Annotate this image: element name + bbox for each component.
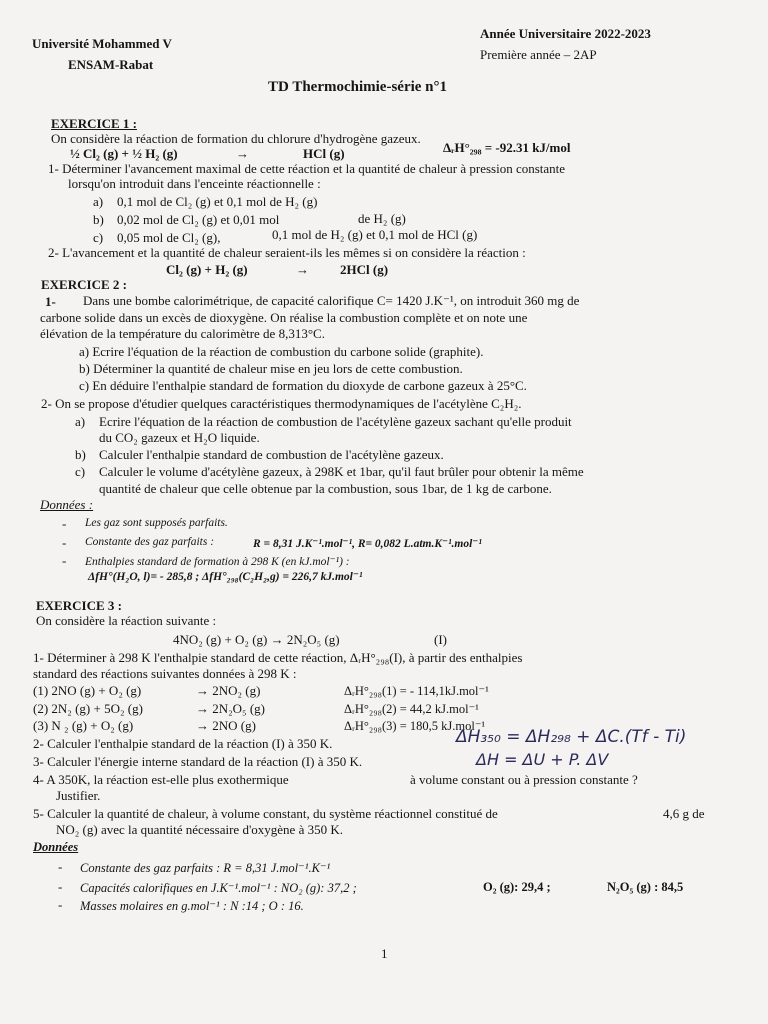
ex1-q1-c-label: c) <box>93 230 104 245</box>
ex2-q2-c-line1: Calculer le volume d'acétylène gazeux, à 298K et 1bar, qu'il faut brûler pour obtenir la même <box>99 464 584 479</box>
ex3-q1-line2: standard des réactions suivantes données à 298 K : <box>33 666 297 681</box>
ex1-eq-right: HCl (g) <box>303 146 345 161</box>
ex3-data-dash-2: - <box>58 879 63 894</box>
ex3-q5-line1-end: 4,6 g de <box>663 806 705 821</box>
ex3-reaction-1-left: (1) 2NO (g) + O₂ (g) <box>33 683 142 698</box>
ex1-q1-c-text2: 0,1 mol de H₂ (g) et 0,1 mol de HCl (g) <box>272 227 478 242</box>
ex1-q1-c-text1: 0,05 mol de Cl₂ (g), <box>117 230 221 245</box>
ex2-q1-b: b) Déterminer la quantité de chaleur mise en jeu lors de cette combustion. <box>79 361 463 376</box>
ex1-heading: EXERCICE 1 : <box>51 116 137 131</box>
ex3-q2: 2- Calculer l'enthalpie standard de la réaction (I) à 350 K. <box>33 736 333 751</box>
ex1-eq-left: ½ Cl₂ (g) + ½ H₂ (g) <box>70 146 178 161</box>
ex2-heading: EXERCICE 2 : <box>41 277 127 292</box>
ex3-q5-line2: NO₂ (g) avec la quantité nécessaire d'oxygène à 350 K. <box>56 822 343 837</box>
ex1-eq2-right: 2HCl (g) <box>340 262 389 277</box>
ex2-q1-c: c) En déduire l'enthalpie standard de formation du dioxyde de carbone gazeux à 25°C. <box>79 378 527 393</box>
page-title: TD Thermochimie-série n°1 <box>268 79 448 95</box>
ex1-q1-line2: lorsqu'on introduit dans l'enceinte réactionnelle : <box>68 176 321 191</box>
ex2-q2-c-label: c) <box>75 464 86 479</box>
ex1-q1-b-text2: de H₂ (g) <box>358 211 406 226</box>
ex2-q1-a: a) Ecrire l'équation de la réaction de combustion du carbone solide (graphite). <box>79 344 484 359</box>
ex3-equation: 4NO₂ (g) + O₂ (g) → 2N₂O₅ (g) <box>173 632 340 647</box>
ex1-intro: On considère la réaction de formation du chlorure d'hydrogène gazeux. <box>51 131 421 146</box>
ex2-data-gas-constant-label: Constante des gaz parfaits : <box>85 536 215 548</box>
academic-year: Année Universitaire 2022-2023 <box>480 26 651 41</box>
ex1-eq-enthalpy: ΔᵣH°₂₉₈ = -92.31 kJ/mol <box>443 140 571 155</box>
ex3-reaction-1-right: → 2NO₂ (g) <box>196 683 261 698</box>
ex2-data-gases: Les gaz sont supposés parfaits. <box>85 517 228 529</box>
ex2-q2-a-label: a) <box>75 414 86 429</box>
ex2-q2: 2- On se propose d'étudier quelques caractéristiques thermodynamiques de l'acétylène C₂H₂. <box>41 396 522 411</box>
ex3-q4-line1: 4- A 350K, la réaction est-elle plus exothermique <box>33 772 289 787</box>
ex3-reaction-3-left: (3) N ₂ (g) + O₂ (g) <box>33 718 134 733</box>
ex3-intro: On considère la réaction suivante : <box>36 613 217 628</box>
ex1-q1-b-label: b) <box>93 212 104 227</box>
ex3-data-heat-capacity-n2o5: N₂O₅ (g) : 84,5 <box>607 880 684 894</box>
ex2-q1-num: 1- <box>45 294 56 309</box>
ex3-heading: EXERCICE 3 : <box>36 598 122 613</box>
ex2-data-heading: Données : <box>40 497 94 512</box>
ex2-data-dash-1: - <box>62 516 67 531</box>
ex2-q2-c-line2: quantité de chaleur que celle obtenue par la combustion, sous 1bar, de 1 kg de carbone. <box>99 481 552 496</box>
ex2-q2-a-line1: Ecrire l'équation de la réaction de combustion de l'acétylène gazeux sachant qu'elle produit <box>99 414 572 429</box>
ex2-data-dash-2: - <box>62 535 67 550</box>
ex3-reaction-2-left: (2) 2N₂ (g) + 5O₂ (g) <box>33 701 143 716</box>
ex3-q5-line1: 5- Calculer la quantité de chaleur, à volume constant, du système réactionnel constitué de <box>33 806 498 821</box>
ex3-q4-line1-end: à volume constant ou à pression constante ? <box>410 772 638 787</box>
ex1-q2: 2- L'avancement et la quantité de chaleur seraient-ils les mêmes si on considère la réaction : <box>48 245 526 260</box>
ex3-reaction-2-right: → 2N₂O₅ (g) <box>196 701 265 716</box>
ex3-data-gas-constant: Constante des gaz parfaits : R = 8,31 J.mol⁻¹.K⁻¹ <box>80 861 331 875</box>
ex3-data-dash-1: - <box>58 859 63 874</box>
ex2-data-dash-3: - <box>62 553 67 568</box>
ex2-q1-line1: Dans une bombe calorimétrique, de capacité calorifique C= 1420 J.K⁻¹, on introduit 360 mg de <box>83 293 580 308</box>
ex2-q2-b: Calculer l'enthalpie standard de combustion de l'acétylène gazeux. <box>99 447 444 462</box>
ex3-reaction-3-enthalpy: ΔᵣH°₂₉₈(3) = 180,5 kJ.mol⁻¹ <box>344 719 486 733</box>
ex3-q1-line1: 1- Déterminer à 298 K l'enthalpie standard de cette réaction, ΔᵣH°₂₉₈(I), à partir des enthalpies <box>33 650 523 665</box>
ex3-reaction-1-enthalpy: ΔᵣH°₂₉₈(1) = - 114,1kJ.mol⁻¹ <box>344 684 489 698</box>
ex3-data-dash-3: - <box>58 897 63 912</box>
ex1-q1-a-text: 0,1 mol de Cl₂ (g) et 0,1 mol de H₂ (g) <box>117 194 318 209</box>
ex3-data-heading: Données <box>33 840 79 854</box>
ex2-q1-line2: carbone solide dans un excès de dioxygène. On réalise la combustion complète et on note une <box>40 310 528 325</box>
ex3-data-heat-capacity-no2: Capacités calorifiques en J.K⁻¹.mol⁻¹ : NO₂ (g): 37,2 ; <box>80 881 357 895</box>
ex3-reaction-3-right: → 2NO (g) <box>196 718 256 733</box>
ex1-q1-b-text1: 0,02 mol de Cl₂ (g) et 0,01 mol <box>117 212 280 227</box>
ex2-data-enthalpies-values: ΔfH°(H₂O, l)= - 285,8 ; ΔfH°₂₉₈(C₂H₂,g) = 226,7 kJ.mol⁻¹ <box>88 571 363 583</box>
ex3-reaction-2-enthalpy: ΔᵣH°₂₉₈(2) = 44,2 kJ.mol⁻¹ <box>344 702 479 716</box>
ex2-data-gas-constant-value: R = 8,31 J.K⁻¹.mol⁻¹, R= 0,082 L.atm.K⁻¹.mol⁻¹ <box>253 538 482 550</box>
page-number: 1 <box>381 946 388 961</box>
ex2-q2-a-line2: du CO₂ gazeux et H₂O liquide. <box>99 430 260 445</box>
ex1-eq-arrow: → <box>236 146 249 161</box>
ex1-q1-line1: 1- Déterminer l'avancement maximal de cette réaction et la quantité de chaleur à pression constante <box>48 161 566 176</box>
school-name: ENSAM-Rabat <box>68 57 154 72</box>
study-level: Première année – 2AP <box>480 47 597 62</box>
ex2-data-enthalpies-label: Enthalpies standard de formation à 298 K (en kJ.mol⁻¹) : <box>85 556 350 568</box>
university-name: Université Mohammed V <box>32 36 172 51</box>
ex3-data-molar-masses: Masses molaires en g.mol⁻¹ : N :14 ; O : 16. <box>80 899 304 913</box>
ex3-data-heat-capacity-o2: O₂ (g): 29,4 ; <box>483 880 551 894</box>
ex1-eq2-left: Cl₂ (g) + H₂ (g) <box>166 262 248 277</box>
ex1-q1-a-label: a) <box>93 194 104 209</box>
ex3-q4-line2: Justifier. <box>56 788 101 803</box>
ex2-q1-line3: élévation de la température du calorimètre de 8,313°C. <box>40 326 325 341</box>
ex3-q3: 3- Calculer l'énergie interne standard de la réaction (I) à 350 K. <box>33 754 363 769</box>
ex2-q2-b-label: b) <box>75 447 86 462</box>
handwritten-note-internal-energy: ΔH = ΔU + P. ΔV <box>476 750 609 769</box>
ex1-eq2-arrow: → <box>296 262 309 277</box>
handwritten-note-enthalpy: ΔH₃₅₀ = ΔH₂₉₈ + ΔC.(Tf - Ti) <box>456 727 687 747</box>
ex3-equation-tag: (I) <box>434 632 447 647</box>
